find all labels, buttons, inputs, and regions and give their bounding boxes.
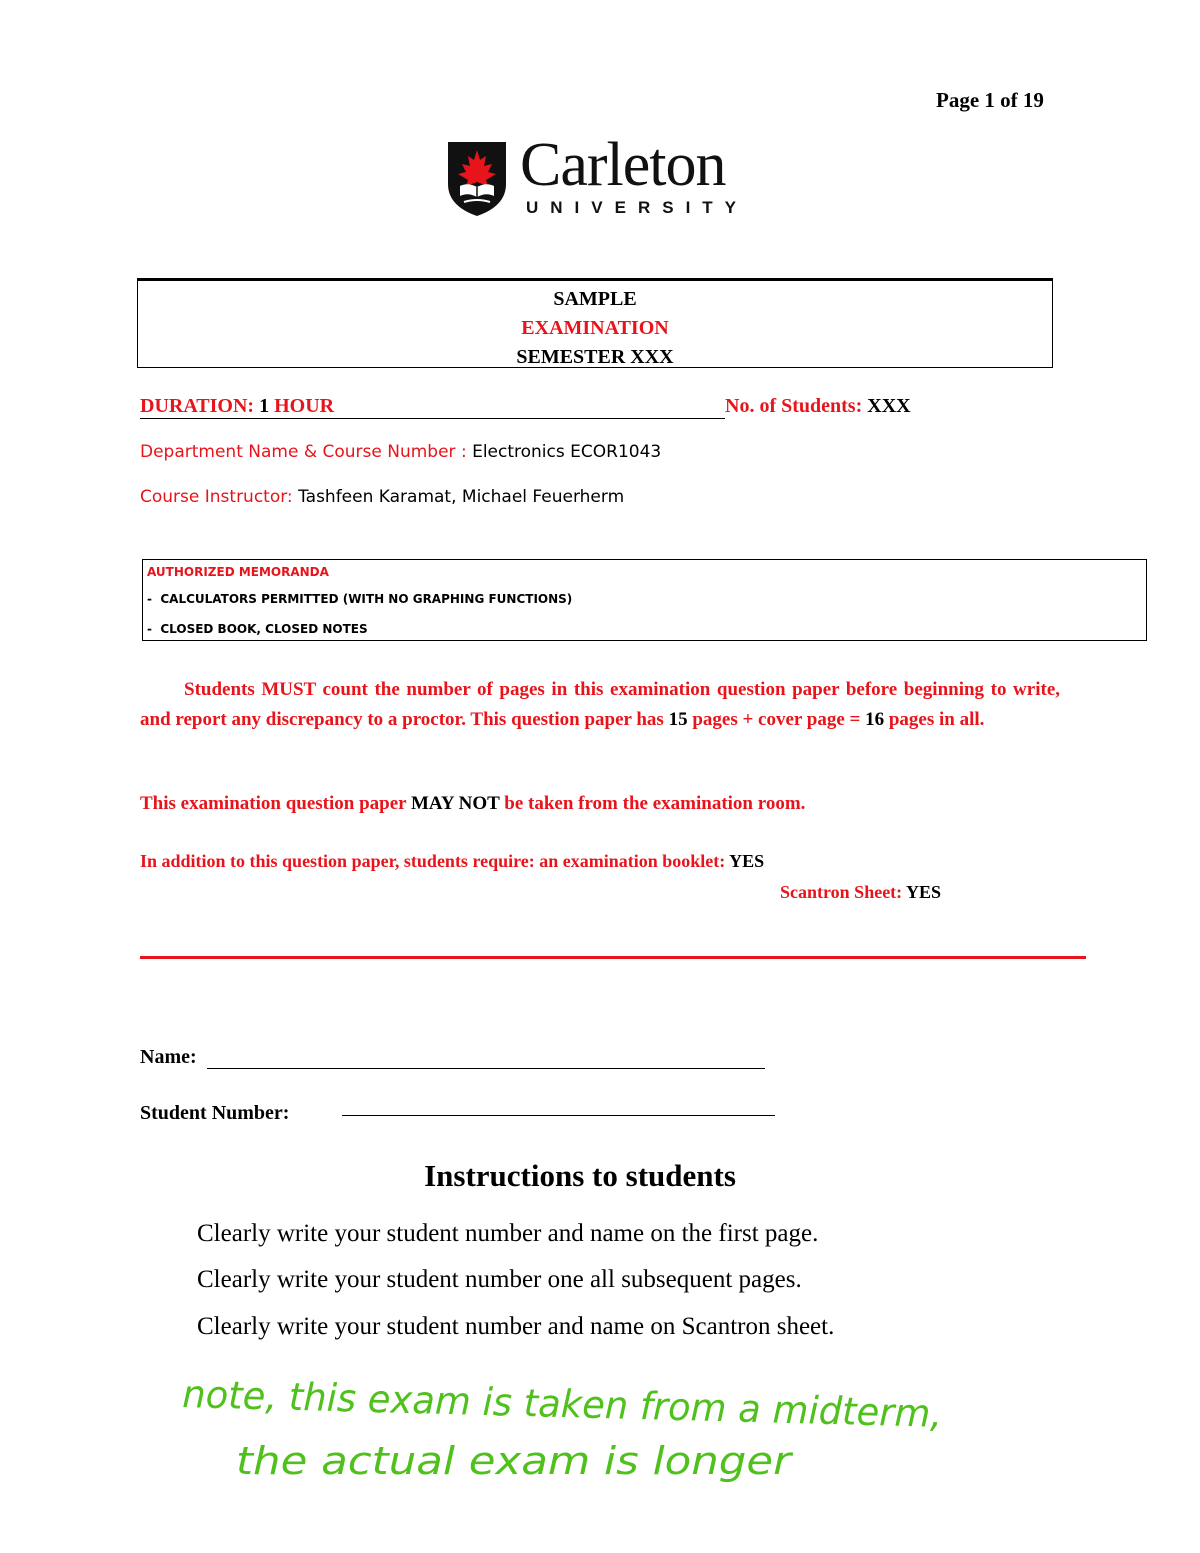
- handwritten-note-line2: the actual exam is longer: [236, 1439, 794, 1483]
- handwritten-note: [170, 1362, 970, 1512]
- department-row: [140, 442, 661, 462]
- carleton-logo: [446, 131, 749, 220]
- duration: DURATION: 1 HOUR: [140, 395, 725, 419]
- students-label: No. of Students:: [725, 395, 868, 417]
- scantron-requirement: Scantron Sheet: YES: [780, 882, 942, 902]
- divider: [140, 956, 1086, 959]
- student-number-field[interactable]: [342, 1115, 775, 1116]
- memoranda-title: AUTHORIZED MEMORANDA: [147, 565, 329, 579]
- instruction-line: Clearly write your student number one all subsequent pages.: [197, 1266, 802, 1293]
- memoranda-item: - CLOSED BOOK, CLOSED NOTES: [147, 622, 368, 636]
- memoranda-item: - CALCULATORS PERMITTED (WITH NO GRAPHING FUNCTIONS): [147, 592, 573, 606]
- title-semester: SEMESTER XXX: [516, 346, 674, 368]
- page-number: Page 1 of 19: [936, 88, 1044, 112]
- not-taken-notice: This examination question paper MAY NOT be taken from the examination room.: [140, 793, 806, 814]
- shield-icon: [446, 140, 508, 218]
- name-field[interactable]: [207, 1068, 765, 1069]
- instruction-line: Clearly write your student number and name on the first page.: [197, 1220, 819, 1247]
- title-box: [137, 278, 1053, 368]
- department-label: Department Name & Course Number :: [140, 442, 473, 462]
- page-count-notice: Students MUST count the number of pages in this examination question paper before beginning to write, and report any discrepancy to a proctor. This question paper has 15 pages + cover page = 16 pages in all.: [140, 679, 1060, 730]
- booklet-requirement: In addition to this question paper, students require: an examination booklet: YES: [140, 851, 765, 871]
- instructor-label: Course Instructor:: [140, 487, 299, 507]
- duration-row: [140, 395, 960, 419]
- department-value: Electronics ECOR1043: [472, 442, 662, 462]
- title-sample: SAMPLE: [553, 288, 637, 310]
- handwritten-note-line1: note, this exam is taken from a midterm,: [181, 1372, 966, 1437]
- student-number-label: Student Number:: [140, 1102, 290, 1124]
- instructor-value: Tashfeen Karamat, Michael Feuerherm: [298, 487, 625, 507]
- students-value: XXX: [867, 395, 911, 417]
- authorized-memoranda-box: [142, 559, 1147, 641]
- instructions-title: Instructions to students: [424, 1158, 736, 1193]
- name-label: Name:: [140, 1046, 197, 1068]
- title-examination: EXAMINATION: [521, 317, 669, 339]
- instructor-row: [140, 487, 624, 507]
- logo-subtitle: UNIVERSITY: [526, 198, 749, 217]
- instruction-line: Clearly write your student number and name on Scantron sheet.: [197, 1313, 835, 1340]
- logo-wordmark: Carleton: [520, 131, 726, 199]
